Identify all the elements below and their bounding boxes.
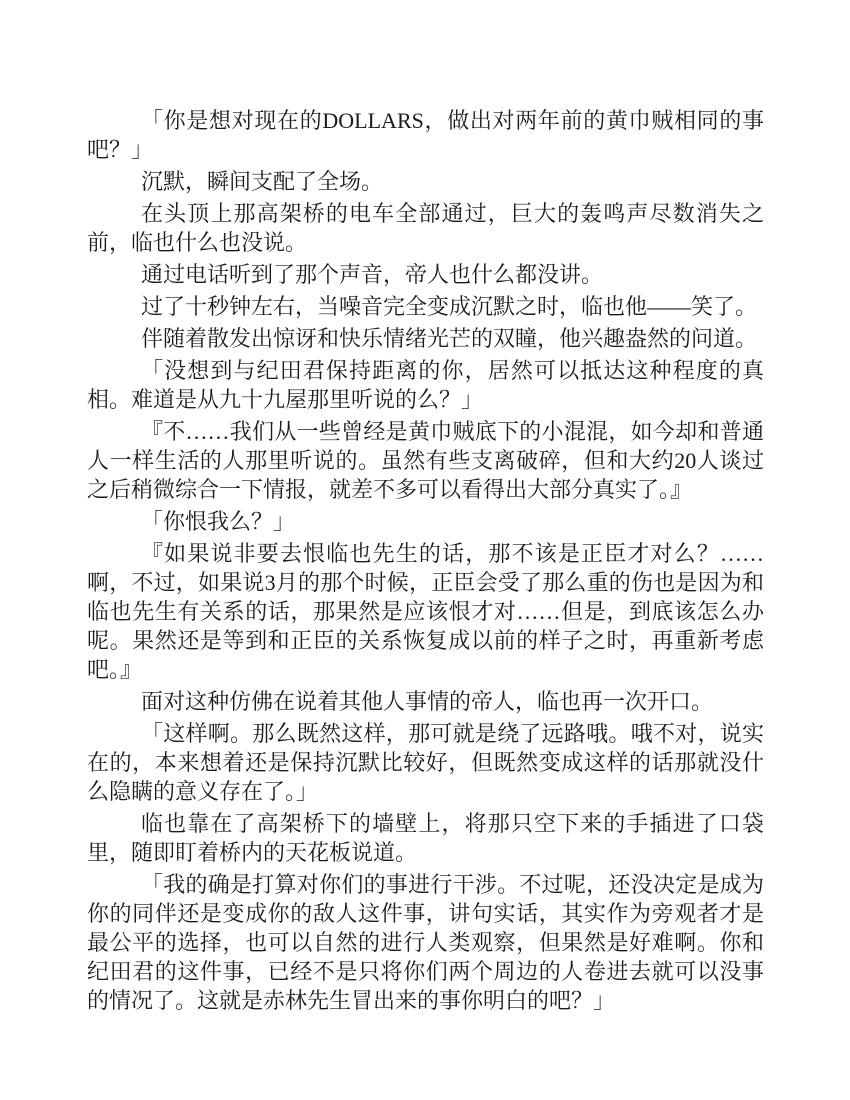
paragraph: 「我的确是打算对你们的事进行干涉。不过呢，还没决定是成为你的同伴还是变成你的敌人这件事，讲句实话，其实作为旁观者才是最公平的选择，也可以自然的进行人类观察，但果然是好难啊。你和纪田君的这件事，已经不是只将你们两个周边的人卷进去就可以没事的情况了。这就是赤林先生冒出来的事你明白的吧？」 <box>87 872 764 1013</box>
paragraph: 『如果说非要去恨临也先生的话，那不该是正臣才对么？……啊，不过，如果说3月的那个时候，正臣会受了那么重的伤也是因为和临也先生有关系的话，那果然是应该恨才对……但是，到底该怎么办呢。果然还是等到和正臣的关系恢复成以前的样子之时，再重新考虑吧。』 <box>87 541 764 682</box>
paragraph: 临也靠在了高架桥下的墙壁上，将那只空下来的手插进了口袋里，随即盯着桥内的天花板说道。 <box>87 811 764 865</box>
paragraph: 过了十秒钟左右，当噪音完全变成沉默之时，临也他——笑了。 <box>141 294 758 319</box>
paragraph: 「没想到与纪田君保持距离的你，居然可以抵达这种程度的真相。难道是从九十九屋那里听说的么？」 <box>87 358 764 412</box>
paragraph: 在头顶上那高架桥的电车全部通过，巨大的轰鸣声尽数消失之前，临也什么也没说。 <box>87 201 764 255</box>
paragraph: 面对这种仿佛在说着其他人事情的帝人，临也再一次开口。 <box>141 689 714 714</box>
paragraph: 沉默，瞬间支配了全场。 <box>141 169 384 194</box>
paragraph: 通过电话听到了那个声音，帝人也什么都没讲。 <box>141 262 604 287</box>
paragraph: 『不……我们从一些曾经是黄巾贼底下的小混混，如今却和普通人一样生活的人那里听说的。虽然有些支离破碎，但和大约20人谈过之后稍微综合一下情报，就差不多可以看得出大部分真实了。』 <box>87 419 764 502</box>
paragraph: 「你恨我么？」 <box>141 509 296 534</box>
paragraph: 「你是想对现在的DOLLARS，做出对两年前的黄巾贼相同的事吧？」 <box>87 108 764 162</box>
paragraph: 「这样啊。那么既然这样，那可就是绕了远路哦。哦不对，说实在的，本来想着还是保持沉默比较好，但既然变成这样的话那就没什么隐瞒的意义存在了。」 <box>87 721 764 804</box>
paragraph: 伴随着散发出惊讶和快乐情绪光芒的双瞳，他兴趣盎然的问道。 <box>141 326 758 351</box>
